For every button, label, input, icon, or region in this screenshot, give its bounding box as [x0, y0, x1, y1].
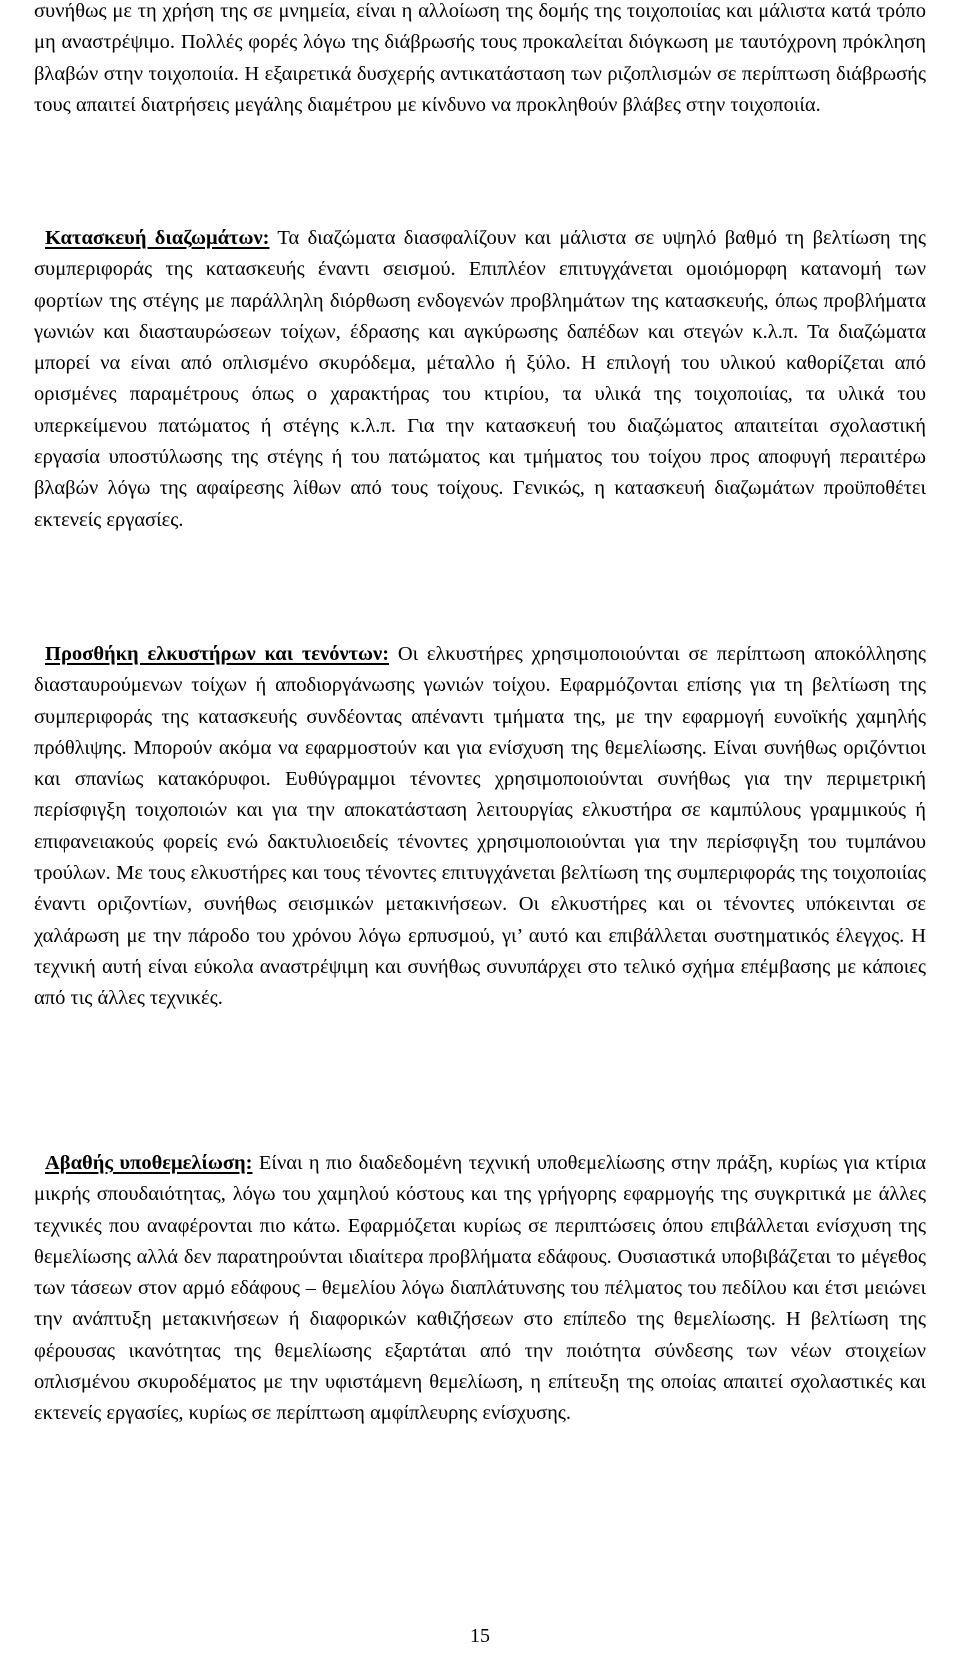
section-heading-shallow-underpinning: Αβαθής υποθεμελίωση:	[45, 1152, 253, 1174]
paragraph-ring-beams	[34, 223, 926, 536]
page-number: 15	[470, 1625, 490, 1647]
paragraph-shallow-underpinning	[34, 1148, 926, 1430]
paragraph-text: Οι ελκυστήρες χρησιμοποιούνται σε περίπτωση αποκόλλησης διασταυρούμενων τοίχων ή αποδιοργάνωσης γωνιών τοίχου. Εφαρμόζονται επίσης για τη βελτίωση της συμπεριφοράς της κατασκευής συνδέοντας απέναντι τμήματα της, με την εφαρμογή ευνοϊκής χαμηλής πρόθλιψης. Μπορούν ακόμα να εφαρμοστούν και για ενίσχυση της θεμελίωσης. Είναι συνήθως οριζόντιοι και σπανίως κατακόρυφοι. Ευθύγραμμοι τένοντες χρησιμοποιούνται συνήθως για την περιμετρική περίσφιγξη τοιχοποιών και για την αποκατάσταση λειτουργίας ελκυστήρα σε καμπύλους γραμμικούς ή επιφανειακούς φορείς ενώ δακτυλιοειδείς τένοντες χρησιμοποιούνται για την περίσφιγξη του τυμπάνου τρούλων. Με τους ελκυστήρες και τους τένοντες επιτυγχάνεται βελτίωση της συμπεριφοράς της τοιχοποιίας έναντι οριζοντίων, συνήθως σεισμικών μετακινήσεων. Οι ελκυστήρες και οι τένοντες υπόκεινται σε χαλάρωση με την πάροδο του χρόνου λόγω ερπυσμού, γι’ αυτό και επιβάλλεται συστηματικός έλεγχος. Η τεχνική αυτή είναι εύκολα αναστρέψιμη και συνήθως συνυπάρχει στο τελικό σχήμα επέμβασης με κάποιες από τις άλλες τεχνικές.	[34, 643, 927, 1010]
paragraph-text: Τα διαζώματα διασφαλίζουν και μάλιστα σε υψηλό βαθμό τη βελτίωση της συμπεριφοράς της κατασκευής έναντι σεισμού. Επιπλέον επιτυγχάνεται ομοιόμορφη κατανομή των φορτίων της στέγης με παράλληλη διόρθωση ενδογενών προβλημάτων της κατασκευής, όπως προβλήματα γωνιών και διασταυρώσεων τοίχων, έδρασης και αγκύρωσης δαπέδων και στεγών κ.λ.π. Τα διαζώματα μπορεί να είναι από οπλισμένο σκυρόδεμα, μέταλλο ή ξύλο. Η επιλογή του υλικού καθορίζεται από ορισμένες παραμέτρους όπως ο χαρακτήρας του κτιρίου, τα υλικά της τοιχοποιίας, τα υλικά του υπερκείμενου πατώματος ή στέγης κ.λ.π. Για την κατασκευή του διαζώματος απαιτείται σχολαστική εργασία υποστύλωσης της στέγης ή του πατώματος και τμήματος του τοίχου προς αποφυγή περαιτέρω βλαβών λόγω της αφαίρεσης λίθων από τους τοίχους. Γενικώς, η κατασκευή διαζωμάτων προϋποθέτει εκτενείς εργασίες.	[34, 227, 926, 531]
section-heading-ring-beams: Κατασκευή διαζωμάτων:	[45, 227, 270, 249]
paragraph-text: συνήθως με τη χρήση της σε μνημεία, είναι η αλλοίωση της δομής της τοιχοποιίας και μάλιστα κατά τρόπο μη αναστρέψιμο. Πολλές φορές λόγω της διάβρωσής τους προκαλείται διόγκωση με ταυτόχρονη πρόκληση βλαβών στην τοιχοποιία. Η εξαιρετικά δυσχερής αντικατάσταση των ριζοπλισμών σε περίπτωση διάβρωσής τους απαιτεί διατρήσεις μεγάλης διαμέτρου με κίνδυνο να προκληθούν βλάβες στην τοιχοποιία.	[34, 0, 926, 116]
paragraph-ties-and-tendons	[34, 639, 926, 1015]
paragraph-text: Είναι η πιο διαδεδομένη τεχνική υποθεμελίωσης στην πράξη, κυρίως για κτίρια μικρής σπουδαιότητας, λόγω του χαμηλού κόστους και της γρήγορης εφαρμογής της συγκριτικά με άλλες τεχνικές που αναφέρονται πιο κάτω. Εφαρμόζεται κυρίως σε περιπτώσεις όπου επιβάλλεται ενίσχυση της θεμελίωσης αλλά δεν παρατηρούνται ιδιαίτερα προβλήματα εδάφους. Ουσιαστικά υποβιβάζεται το μέγεθος των τάσεων στον αρμό εδάφους – θεμελίου λόγω διαπλάτυνσης του πέλματος του πεδίλου και έτσι μειώνει την ανάπτυξη μετακινήσεων ή διαφορικών καθιζήσεων στο επίπεδο της θεμελίωσης. Η βελτίωση της φέρουσας ικανότητας της θεμελίωσης εξαρτάται από την ποιότητα σύνδεσης των νέων στοιχείων οπλισμένου σκυροδέματος με την υφιστάμενη θεμελίωση, η επίτευξη της οποίας απαιτεί σχολαστικές και εκτενείς εργασίες, κυρίως σε περίπτωση αμφίπλευρης ενίσχυσης.	[34, 1152, 927, 1425]
paragraph-root-grouting-continued	[34, 0, 926, 121]
document-page	[34, 0, 926, 1676]
section-heading-ties-and-tendons: Προσθήκη ελκυστήρων και τενόντων:	[45, 643, 390, 665]
